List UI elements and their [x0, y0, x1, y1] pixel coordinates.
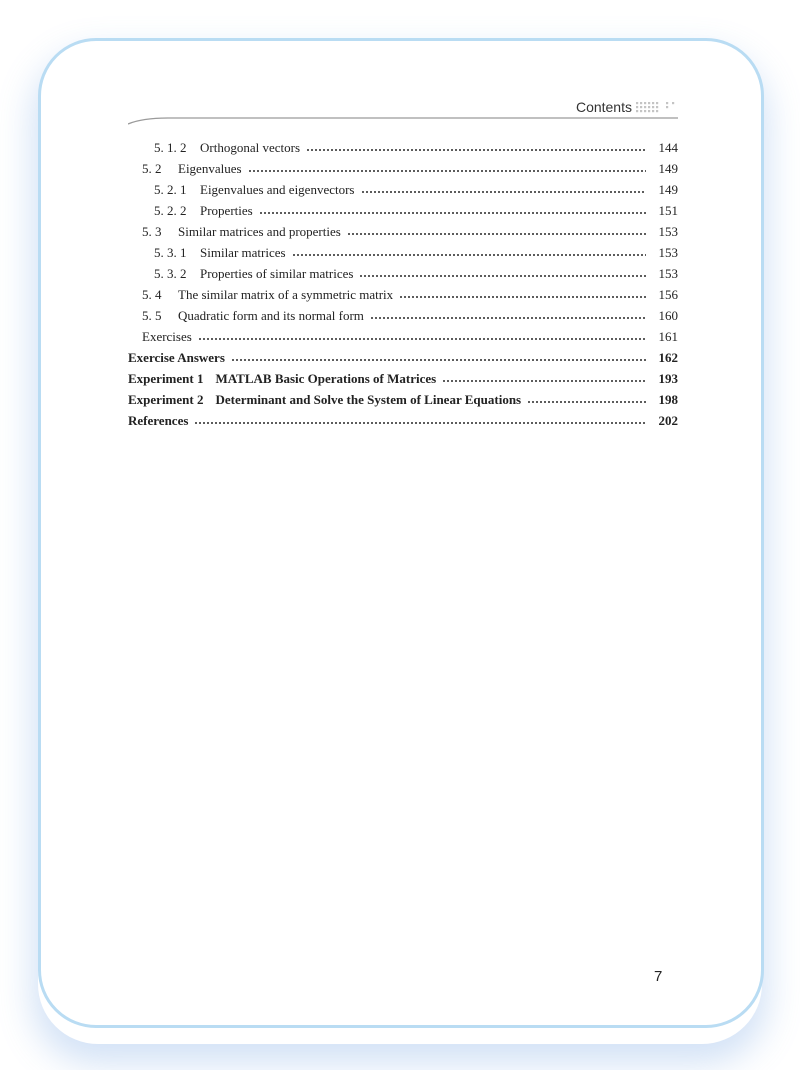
- toc-entry: [128, 158, 678, 179]
- header-title: Contents: [575, 99, 632, 115]
- toc-entry-page: 149: [658, 161, 678, 176]
- toc-entry-title: Eigenvalues and eigenvectors: [200, 182, 355, 197]
- dot-leader: [527, 401, 646, 403]
- toc-entry-page: 202: [658, 413, 678, 428]
- dot-leader: [370, 317, 646, 319]
- toc-entry-number: 5. 3: [142, 224, 162, 239]
- toc-entry-title: Orthogonal vectors: [200, 140, 301, 155]
- dot-leader: [361, 191, 647, 193]
- toc-entry-number: 5. 1. 2: [154, 140, 187, 155]
- toc-entry: [128, 284, 678, 305]
- toc-entry: [128, 200, 678, 221]
- running-header: [128, 99, 678, 121]
- toc-entry-number: 5. 3. 1: [154, 245, 187, 260]
- toc-entry-page: 153: [658, 266, 678, 281]
- toc-entry-page: 160: [658, 308, 678, 323]
- toc-entry-number: 5. 3. 2: [154, 266, 187, 281]
- toc-entry-title: Similar matrices: [200, 245, 286, 260]
- toc-entry-title: Properties: [200, 203, 253, 218]
- toc-entry-title: Eigenvalues: [178, 161, 242, 176]
- toc-entry: [128, 221, 678, 242]
- dot-leader: [194, 422, 646, 424]
- dot-leader: [198, 338, 646, 340]
- page-number: 7: [654, 968, 663, 985]
- dot-leader: [231, 359, 646, 361]
- toc-entry-number: 5. 5: [142, 308, 162, 323]
- toc-entry-page: 198: [658, 392, 678, 407]
- toc-entry: [128, 410, 678, 431]
- toc-entry: [128, 263, 678, 284]
- dot-leader: [359, 275, 646, 277]
- toc-entry-title: Exercise Answers: [128, 350, 225, 365]
- dot-leader: [399, 296, 646, 298]
- toc-entry-page: 151: [658, 203, 678, 218]
- toc-entry-page: 162: [658, 350, 678, 365]
- toc-entry: [128, 368, 678, 389]
- dot-grid-ornament: [636, 101, 678, 117]
- toc-entry-number: 5. 2. 1: [154, 182, 187, 197]
- header-rule: [128, 117, 678, 125]
- toc-entry-title: Properties of similar matrices: [200, 266, 354, 281]
- dot-leader: [248, 170, 646, 172]
- toc-entry-page: 149: [658, 182, 678, 197]
- toc-entry-title: The similar matrix of a symmetric matrix: [178, 287, 394, 302]
- toc-entry-page: 144: [658, 140, 678, 155]
- toc-entry: [128, 347, 678, 368]
- toc-entry-number: Experiment 2: [128, 392, 204, 407]
- dot-leader: [347, 233, 646, 235]
- toc-entry: [128, 389, 678, 410]
- toc-entry-title: Determinant and Solve the System of Linear Equations: [215, 392, 522, 407]
- dot-leader: [306, 149, 646, 151]
- table-of-contents: [128, 137, 678, 431]
- dot-leader: [292, 254, 646, 256]
- toc-entry: [128, 305, 678, 326]
- toc-entry-title: Exercises: [142, 329, 192, 344]
- toc-entry: [128, 242, 678, 263]
- toc-entry-number: 5. 2. 2: [154, 203, 187, 218]
- toc-entry-page: 161: [658, 329, 678, 344]
- dot-leader: [259, 212, 646, 214]
- toc-entry-number: 5. 2: [142, 161, 162, 176]
- toc-entry: [128, 179, 678, 200]
- toc-entry: [128, 326, 678, 347]
- toc-entry-page: 156: [658, 287, 678, 302]
- toc-entry-title: Similar matrices and properties: [178, 224, 341, 239]
- toc-entry-page: 153: [658, 224, 678, 239]
- dot-leader: [442, 380, 646, 382]
- toc-entry-page: 193: [658, 371, 678, 386]
- toc-entry: [128, 137, 678, 158]
- toc-entry-title: References: [128, 413, 189, 428]
- toc-entry-title: Quadratic form and its normal form: [178, 308, 364, 323]
- toc-entry-page: 153: [658, 245, 678, 260]
- toc-entry-number: Experiment 1: [128, 371, 204, 386]
- toc-entry-number: 5. 4: [142, 287, 162, 302]
- toc-entry-title: MATLAB Basic Operations of Matrices: [215, 371, 437, 386]
